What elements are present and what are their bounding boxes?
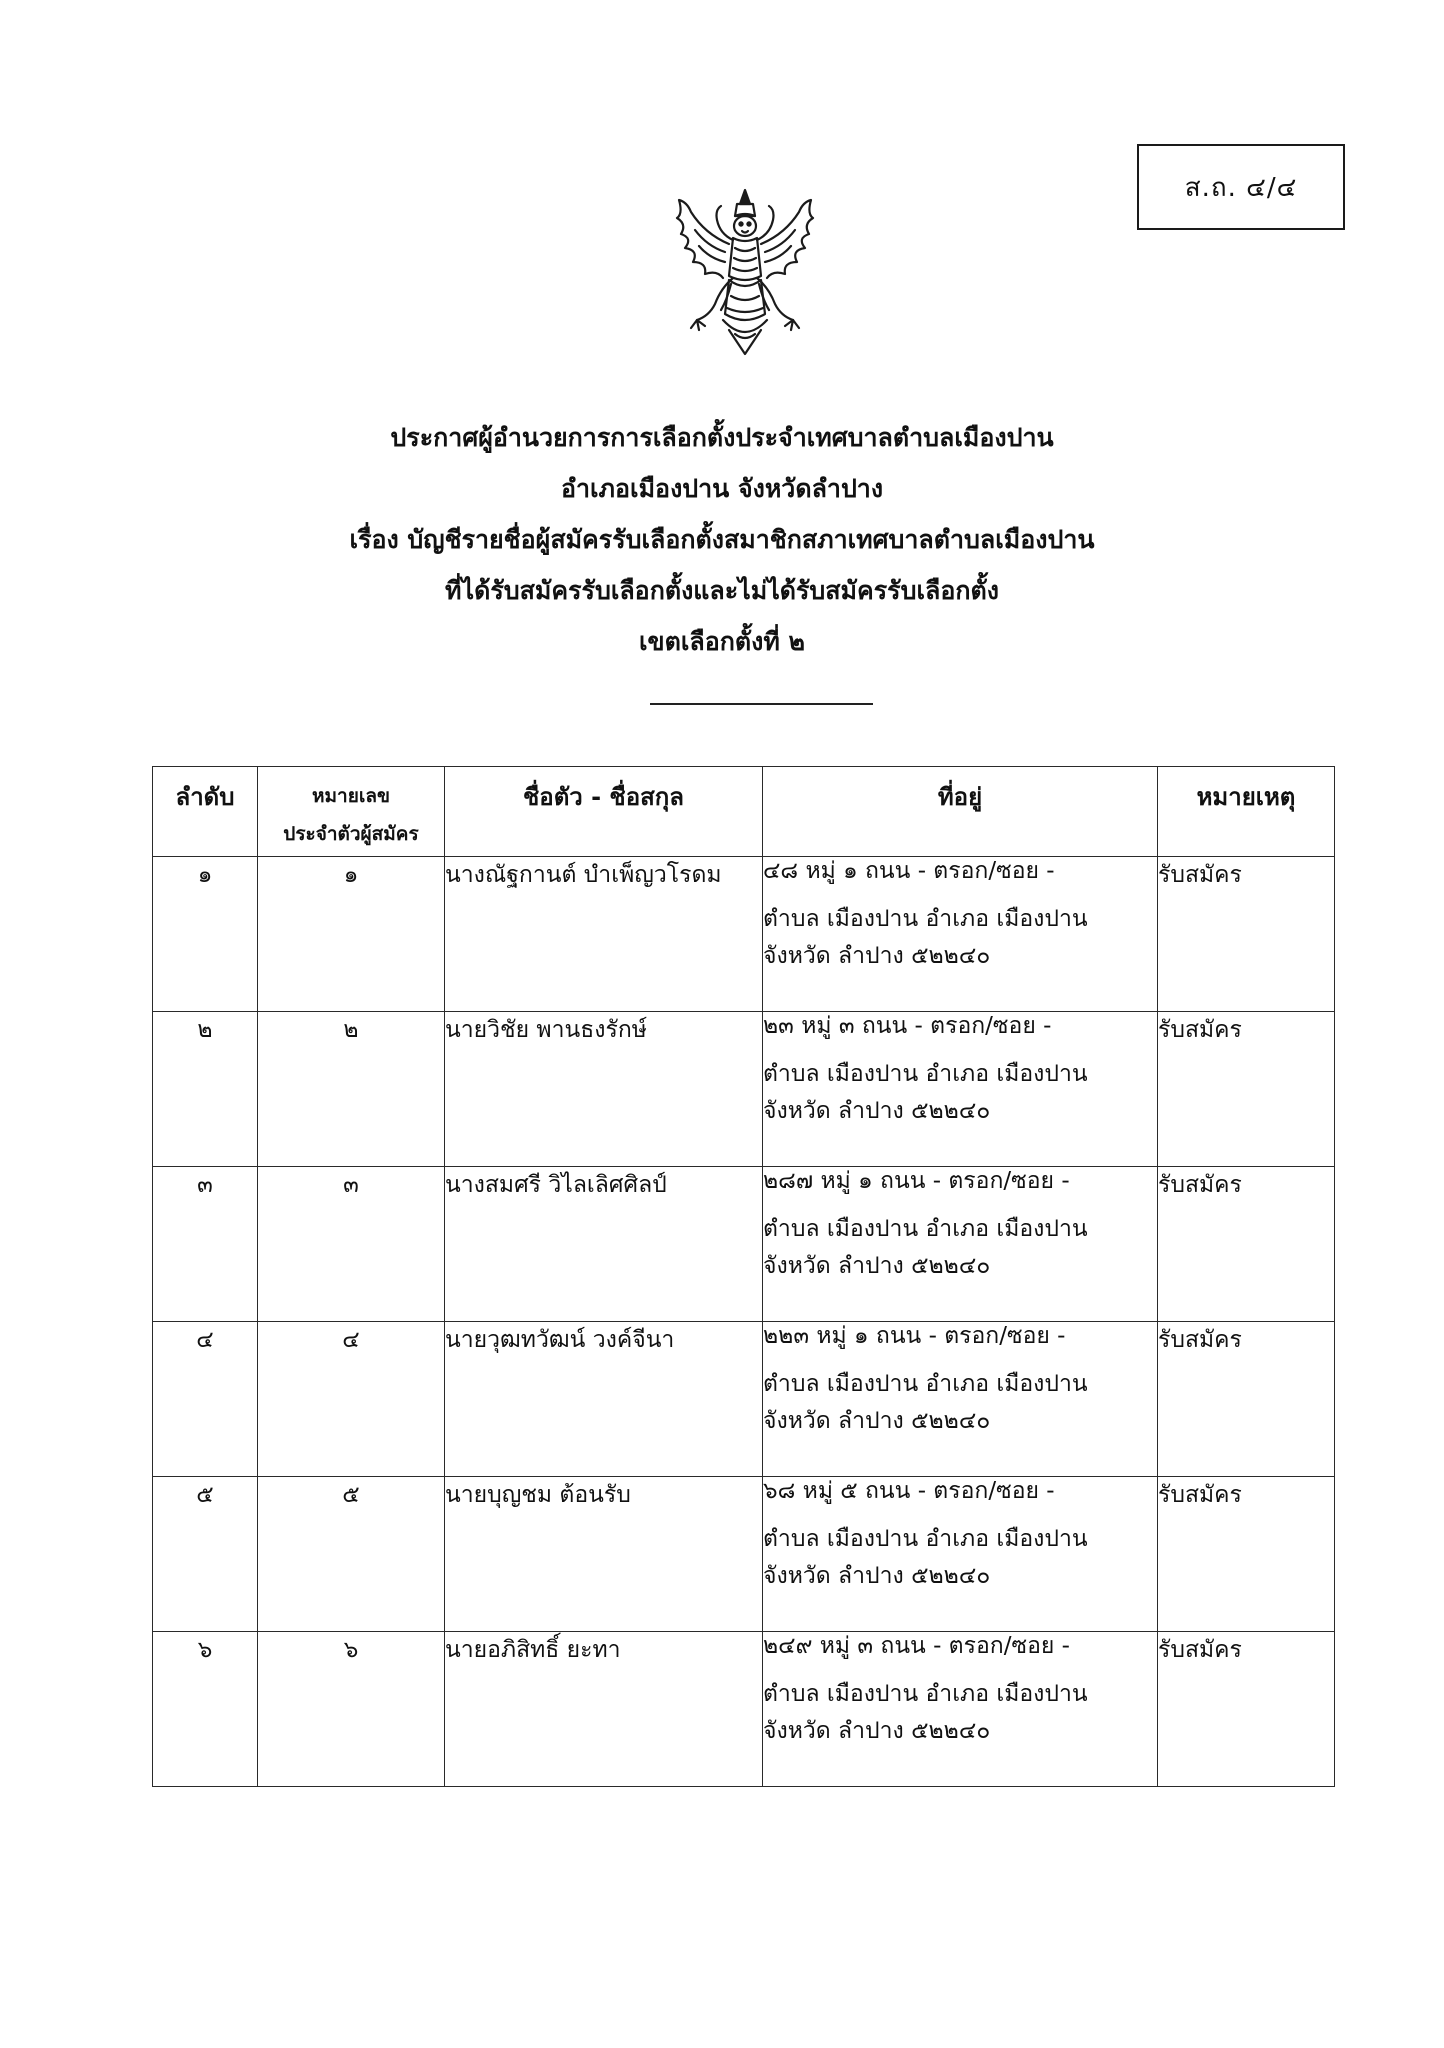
address-line: ๒๒๓ หมู่ ๑ ถนน - ตรอก/ซอย - <box>763 1323 1066 1349</box>
address-line: ตำบล เมืองปาน อำเภอ เมืองปาน <box>763 906 1088 932</box>
table-row <box>153 857 1335 1012</box>
garuda-emblem <box>665 184 825 359</box>
header-number-line-2: ประจำตัวผู้สมัคร <box>283 823 419 845</box>
row-address <box>763 1477 1158 1632</box>
row-note: รับสมัคร <box>1158 1632 1335 1787</box>
form-code-box <box>1137 144 1345 230</box>
heading-line-3: เรื่อง บัญชีรายชื่อผู้สมัครรับเลือกตั้งสมาชิกสภาเทศบาลตำบลเมืองปาน <box>349 525 1095 554</box>
row-name: นางณัฐกานต์ บำเพ็ญวโรดม <box>445 857 763 1012</box>
header-note: หมายเหตุ <box>1158 767 1335 857</box>
row-note: รับสมัคร <box>1158 1167 1335 1322</box>
row-note: รับสมัคร <box>1158 1012 1335 1167</box>
address-line: จังหวัด ลำปาง ๕๒๒๔๐ <box>763 1253 991 1279</box>
row-candidate-number: ๔ <box>258 1322 445 1477</box>
header-address: ที่อยู่ <box>763 767 1158 857</box>
row-name: นางสมศรี วิไลเลิศศิลป์ <box>445 1167 763 1322</box>
candidates-table <box>152 766 1335 1787</box>
row-seq: ๑ <box>153 857 258 1012</box>
table-header-row <box>153 767 1335 857</box>
announcement-heading <box>0 412 1444 667</box>
table-row <box>153 1477 1335 1632</box>
row-candidate-number: ๒ <box>258 1012 445 1167</box>
heading-line-1: ประกาศผู้อำนวยการการเลือกตั้งประจำเทศบาลตำบลเมืองปาน <box>390 423 1054 452</box>
heading-line-5: เขตเลือกตั้งที่ ๒ <box>639 627 805 656</box>
address-line: ตำบล เมืองปาน อำเภอ เมืองปาน <box>763 1526 1088 1552</box>
address-line: จังหวัด ลำปาง ๕๒๒๔๐ <box>763 1563 991 1589</box>
row-name: นายอภิสิทธิ์ ยะทา <box>445 1632 763 1787</box>
row-note: รับสมัคร <box>1158 857 1335 1012</box>
row-address <box>763 1012 1158 1167</box>
address-line: ๒๓ หมู่ ๓ ถนน - ตรอก/ซอย - <box>763 1013 1052 1039</box>
row-note: รับสมัคร <box>1158 1477 1335 1632</box>
table-row <box>153 1632 1335 1787</box>
row-address <box>763 1167 1158 1322</box>
row-address <box>763 1322 1158 1477</box>
heading-line-2: อำเภอเมืองปาน จังหวัดลำปาง <box>560 474 884 503</box>
row-candidate-number: ๓ <box>258 1167 445 1322</box>
address-line: จังหวัด ลำปาง ๕๒๒๔๐ <box>763 943 991 969</box>
address-line: จังหวัด ลำปาง ๕๒๒๔๐ <box>763 1098 991 1124</box>
row-candidate-number: ๑ <box>258 857 445 1012</box>
row-name: นายวุฒทวัฒน์ วงค์จีนา <box>445 1322 763 1477</box>
address-line: ตำบล เมืองปาน อำเภอ เมืองปาน <box>763 1681 1088 1707</box>
row-seq: ๒ <box>153 1012 258 1167</box>
address-line: ตำบล เมืองปาน อำเภอ เมืองปาน <box>763 1216 1088 1242</box>
address-line: ๖๘ หมู่ ๕ ถนน - ตรอก/ซอย - <box>763 1478 1055 1504</box>
form-code: ส.ถ. ๔/๔ <box>1184 172 1298 203</box>
header-seq: ลำดับ <box>153 767 258 857</box>
address-line: ตำบล เมืองปาน อำเภอ เมืองปาน <box>763 1061 1088 1087</box>
address-line: ตำบล เมืองปาน อำเภอ เมืองปาน <box>763 1371 1088 1397</box>
row-address <box>763 857 1158 1012</box>
heading-line-4: ที่ได้รับสมัครรับเลือกตั้งและไม่ได้รับสมัครรับเลือกตั้ง <box>445 576 999 605</box>
row-seq: ๕ <box>153 1477 258 1632</box>
header-name: ชื่อตัว - ชื่อสกุล <box>445 767 763 857</box>
table-row <box>153 1012 1335 1167</box>
row-name: นายวิชัย พานธงรักษ์ <box>445 1012 763 1167</box>
address-line: ๔๘ หมู่ ๑ ถนน - ตรอก/ซอย - <box>763 858 1055 884</box>
address-line: ๒๔๙ หมู่ ๓ ถนน - ตรอก/ซอย - <box>763 1633 1070 1659</box>
header-candidate-number <box>258 767 445 857</box>
row-name: นายบุญชม ต้อนรับ <box>445 1477 763 1632</box>
row-candidate-number: ๖ <box>258 1632 445 1787</box>
row-seq: ๔ <box>153 1322 258 1477</box>
heading-divider <box>650 703 873 705</box>
table-row <box>153 1322 1335 1477</box>
row-address <box>763 1632 1158 1787</box>
table-row <box>153 1167 1335 1322</box>
row-seq: ๓ <box>153 1167 258 1322</box>
address-line: จังหวัด ลำปาง ๕๒๒๔๐ <box>763 1408 991 1434</box>
row-seq: ๖ <box>153 1632 258 1787</box>
row-note: รับสมัคร <box>1158 1322 1335 1477</box>
address-line: จังหวัด ลำปาง ๕๒๒๔๐ <box>763 1718 991 1744</box>
address-line: ๒๘๗ หมู่ ๑ ถนน - ตรอก/ซอย - <box>763 1168 1070 1194</box>
header-number-line-1: หมายเลข <box>312 785 390 807</box>
row-candidate-number: ๕ <box>258 1477 445 1632</box>
